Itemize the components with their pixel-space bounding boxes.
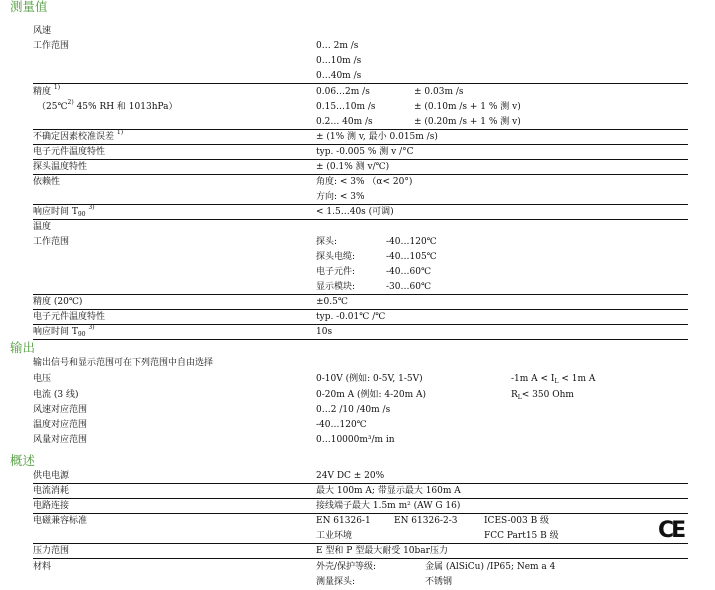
wind-accuracy-label: 精度 $^{1)}$ <box>33 84 61 97</box>
wind-uncertainty-label: 不确定因素校准误差 $^{1)}$ <box>33 129 124 142</box>
emc-label: 电磁兼容标准 <box>33 516 88 526</box>
output-wind-range-label: 风速对应范围 <box>33 405 88 415</box>
divider <box>33 513 688 514</box>
output-current-load: RL< 350 Ohm <box>511 390 574 401</box>
divider <box>33 558 688 559</box>
section-title-measure: 测量值 <box>10 0 48 14</box>
emc-fcc: FCC Part15 B 级 <box>484 531 559 541</box>
temp-item-value-2: -40…105℃ <box>386 252 437 262</box>
wind-dependence-angle: 角度: < 3% （α< 20°) <box>316 177 413 187</box>
wind-probe-temp-label: 探头温度特性 <box>33 162 88 172</box>
divider <box>33 174 688 175</box>
consumption-label: 电流消耗 <box>33 486 70 496</box>
wind-response-label: 响应时间 T90 $^{3)}$ <box>33 204 95 218</box>
temp-response-value: 10s <box>316 327 333 337</box>
output-wind-range-value: 0…2 /10 /40m /s <box>316 405 391 415</box>
wind-accuracy-range-2: 0.15…10m /s <box>316 102 376 112</box>
divider <box>33 129 688 130</box>
wind-response-value: < 1.5…40s (可调) <box>316 207 394 217</box>
output-current-label: 电流 (3 线) <box>33 390 79 400</box>
power-label: 供电电源 <box>33 471 70 481</box>
output-voltage-label: 电压 <box>33 374 52 384</box>
wind-elec-temp-label: 电子元件温度特性 <box>33 147 106 157</box>
divider <box>33 483 688 484</box>
connection-label: 电路连接 <box>33 501 70 511</box>
divider <box>33 219 688 220</box>
temp-item-value-4: -30…60℃ <box>386 282 432 292</box>
wind-accuracy-conditions: （25℃$^{2)}$ 45% RH 和 1013hPa） <box>37 99 178 112</box>
wind-title: 风速 <box>33 26 52 36</box>
output-temp-range-label: 温度对应范围 <box>33 420 88 430</box>
divider <box>33 144 688 145</box>
wind-dependence-direction: 方向: < 3% <box>316 192 365 202</box>
wind-uncertainty-value: ± (1% 测 v, 最小 0.015m /s) <box>316 132 438 142</box>
wind-range-1: 0… 2m /s <box>316 41 359 51</box>
divider <box>33 498 688 499</box>
pressure-label: 压力范围 <box>33 546 70 556</box>
wind-accuracy-value-3: ± (0.20m /s + 1 % 测 v) <box>414 117 521 127</box>
wind-accuracy-range-3: 0.2… 40m /s <box>316 117 373 127</box>
ce-mark-icon: CE <box>658 518 684 543</box>
emc-standard-3: ICES-003 B 级 <box>484 516 550 526</box>
output-intro: 输出信号和显示范围可在下列范围中自由选择 <box>33 358 214 368</box>
output-temp-range-value: -40…120℃ <box>316 420 367 430</box>
wind-range-label: 工作范围 <box>33 41 70 51</box>
divider <box>33 324 688 325</box>
temp-accuracy-label: 精度 (20℃) <box>33 297 83 307</box>
output-flow-range-label: 风量对应范围 <box>33 435 88 445</box>
divider <box>33 309 688 310</box>
temp-item-value-1: -40…120℃ <box>386 237 437 247</box>
material-housing-value: 金属 (AlSiCu) /IP65; Nem a 4 <box>425 562 556 572</box>
divider <box>33 339 688 340</box>
output-voltage-load: -1m A < IL < 1m A <box>511 374 596 385</box>
emc-environment: 工业环境 <box>316 531 353 541</box>
material-probe-value: 不锈钢 <box>425 577 453 587</box>
wind-range-3: 0…40m /s <box>316 71 362 81</box>
temp-item-name-4: 显示模块: <box>316 282 356 292</box>
temp-response-label: 响应时间 T90 $^{3)}$ <box>33 324 95 338</box>
temp-item-value-3: -40…60℃ <box>386 267 432 277</box>
divider <box>33 204 688 205</box>
divider <box>33 83 688 84</box>
output-flow-range-value: 0…10000m³/m in <box>316 435 395 445</box>
output-current-value: 0-20m A (例如: 4-20m A) <box>316 390 427 400</box>
divider <box>33 294 688 295</box>
emc-standard-1: EN 61326-1 <box>316 516 371 526</box>
wind-probe-temp-value: ± (0.1% 测 v/℃) <box>316 162 390 172</box>
material-housing-label: 外壳/保护等级: <box>316 562 377 572</box>
temp-accuracy-value: ±0.5℃ <box>316 297 348 307</box>
temp-elec-temp-value: typ. -0.01℃ /℃ <box>316 312 386 322</box>
temp-item-name-1: 探头: <box>316 237 338 247</box>
connection-value: 接线端子最大 1.5m m² (AW G 16) <box>316 501 461 511</box>
divider <box>33 543 688 544</box>
material-probe-label: 测量探头: <box>316 577 356 587</box>
emc-standard-2: EN 61326-2-3 <box>394 516 458 526</box>
wind-elec-temp-value: typ. -0.005 % 测 v /°C <box>316 147 414 157</box>
temp-title: 温度 <box>33 222 52 232</box>
temp-item-name-2: 探头电缆: <box>316 252 356 262</box>
output-voltage-value: 0-10V (例如: 0-5V, 1-5V) <box>316 374 423 384</box>
temp-elec-temp-label: 电子元件温度特性 <box>33 312 106 322</box>
section-title-overview: 概述 <box>10 453 36 468</box>
temp-range-label: 工作范围 <box>33 237 70 247</box>
divider <box>33 159 688 160</box>
pressure-value: E 型和 P 型最大耐受 10bar压力 <box>316 546 448 556</box>
wind-accuracy-range-1: 0.06…2m /s <box>316 87 370 97</box>
section-title-output: 输出 <box>10 340 36 355</box>
power-value: 24V DC ± 20% <box>316 471 385 481</box>
temp-item-name-3: 电子元件: <box>316 267 356 277</box>
consumption-value: 最大 100m A; 带显示最大 160m A <box>316 486 461 496</box>
material-label: 材料 <box>33 562 52 572</box>
wind-range-2: 0…10m /s <box>316 56 362 66</box>
wind-accuracy-value-1: ± 0.03m /s <box>414 87 464 97</box>
wind-accuracy-value-2: ± (0.10m /s + 1 % 测 v) <box>414 102 521 112</box>
wind-dependence-label: 依赖性 <box>33 177 61 187</box>
